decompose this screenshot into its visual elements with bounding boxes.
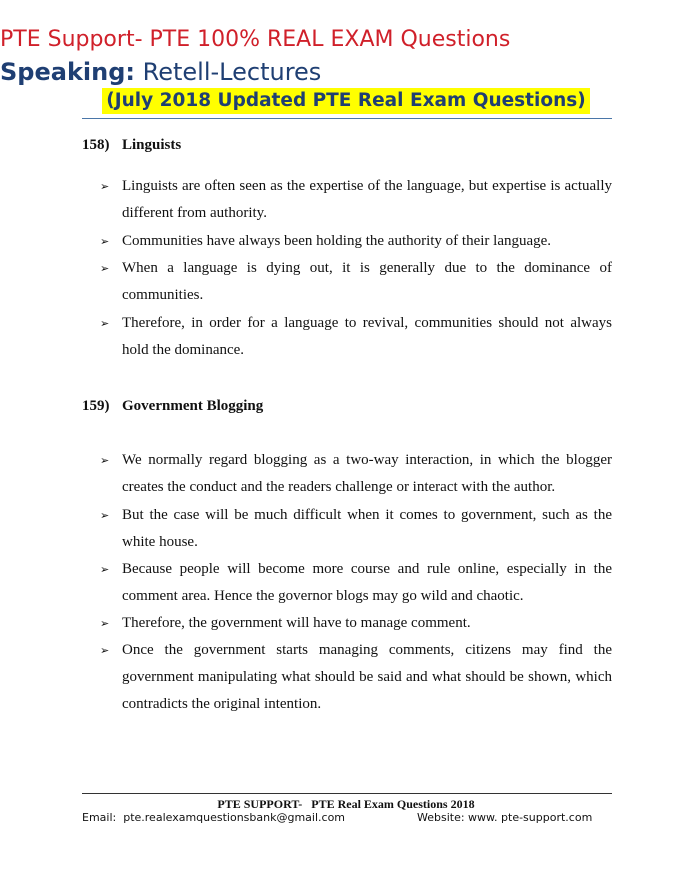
list-item xyxy=(100,637,612,718)
arrow-bullet-icon: ➢ xyxy=(100,262,110,275)
list-item xyxy=(100,556,612,610)
section-number: 159) xyxy=(82,398,110,414)
arrow-bullet-icon: ➢ xyxy=(100,235,110,248)
list-item-text: We normally regard blogging as a two-way interaction, in which the blogger creates the conduct and the readers challenge or interact with the author. xyxy=(122,452,612,495)
page-subtitle xyxy=(0,57,692,87)
list-item-text: But the case will be much difficult when it comes to government, such as the white house. xyxy=(122,507,612,550)
update-banner-wrap xyxy=(0,88,692,114)
section-title: Linguists xyxy=(122,137,182,153)
arrow-bullet-icon: ➢ xyxy=(100,644,110,657)
footer-title: PTE SUPPORT- PTE Real Exam Questions 2018 xyxy=(217,797,475,811)
list-item-text: Once the government starts managing comments, citizens may find the government manipulating what should be said and what should be shown, which contradicts the original intention. xyxy=(122,642,612,712)
update-banner: (July 2018 Updated PTE Real Exam Questions) xyxy=(102,88,589,114)
arrow-bullet-icon: ➢ xyxy=(100,454,110,467)
list-item xyxy=(100,447,612,501)
section-title: Government Blogging xyxy=(122,398,264,414)
list-item xyxy=(100,502,612,556)
footer-website: Website: www. pte-support.com xyxy=(417,811,593,824)
footer-divider xyxy=(82,793,612,794)
section-number: 158) xyxy=(82,137,110,153)
list-item xyxy=(100,310,612,364)
subtitle-section: Speaking: xyxy=(0,58,135,86)
list-item xyxy=(100,173,612,227)
footer-email: Email: pte.realexamquestionsbank@gmail.com xyxy=(82,811,346,824)
arrow-bullet-icon: ➢ xyxy=(100,317,110,330)
arrow-bullet-icon: ➢ xyxy=(100,617,110,630)
arrow-bullet-icon: ➢ xyxy=(100,509,110,522)
page-title: PTE Support- PTE 100% REAL EXAM Questions xyxy=(0,27,511,52)
subtitle-task: Retell-Lectures xyxy=(135,58,322,86)
list-item xyxy=(100,610,612,637)
list-item-text: Therefore, the government will have to manage comment. xyxy=(122,615,471,631)
list-item xyxy=(100,228,612,255)
list-item-text: Therefore, in order for a language to revival, communities should not always hold the dominance. xyxy=(122,315,612,358)
arrow-bullet-icon: ➢ xyxy=(100,180,110,193)
section-heading xyxy=(82,135,181,155)
list-item-text: Communities have always been holding the authority of their language. xyxy=(122,233,552,249)
arrow-bullet-icon: ➢ xyxy=(100,563,110,576)
header-divider xyxy=(82,118,612,119)
list-item-text: Because people will become more course and rule online, especially in the comment area. Hence the governor blogs may go wild and chaotic. xyxy=(122,561,612,604)
list-item xyxy=(100,255,612,309)
list-item-text: When a language is dying out, it is generally due to the dominance of communities. xyxy=(122,260,612,303)
section-heading xyxy=(82,396,263,416)
list-item-text: Linguists are often seen as the expertise of the language, but expertise is actually different from authority. xyxy=(122,178,612,221)
